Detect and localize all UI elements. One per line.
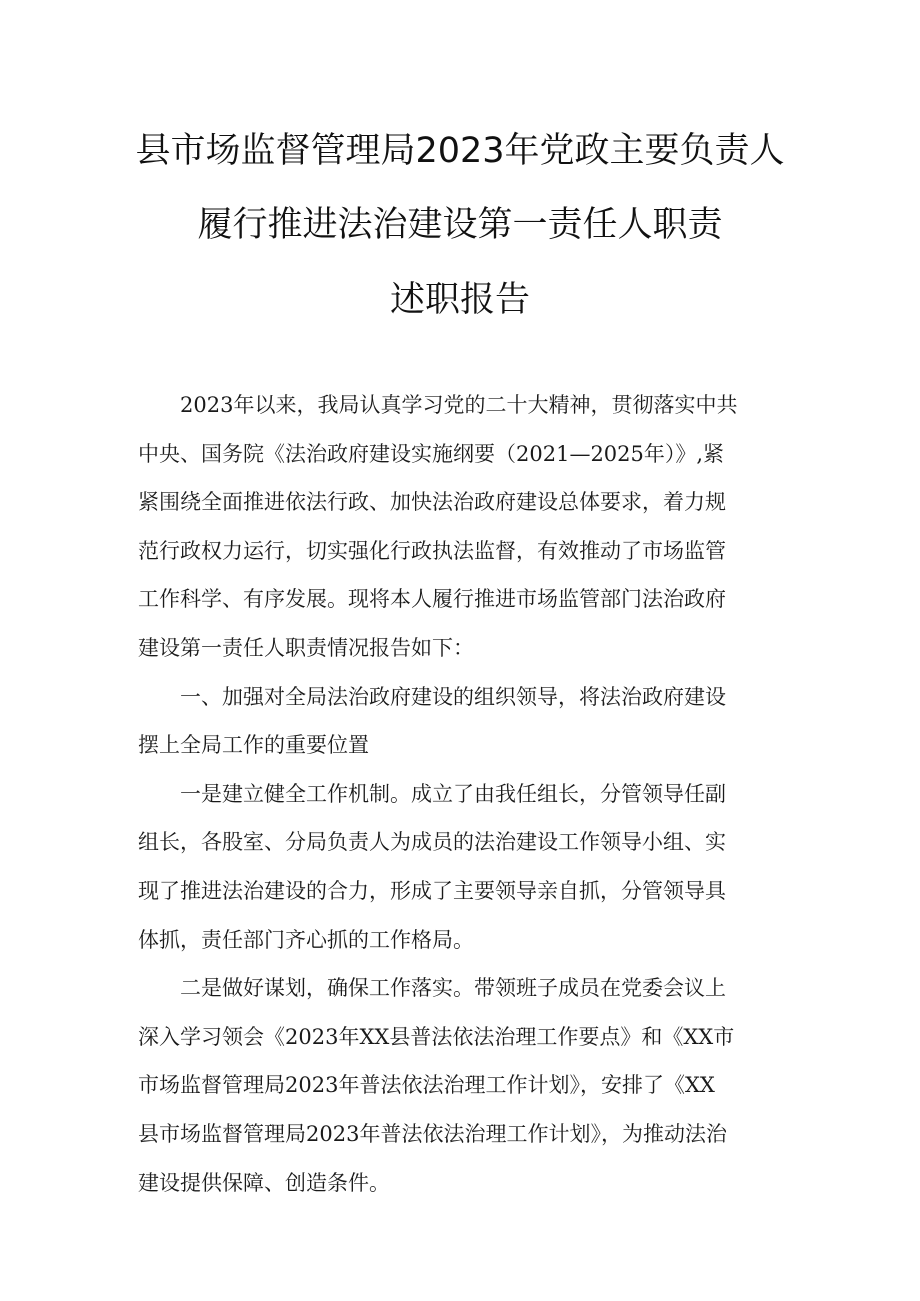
paragraph-line: 二是做好谋划，确保工作落实。带领班子成员在党委会议上 bbox=[180, 976, 726, 1001]
paragraph-line: 建设第一责任人职责情况报告如下： bbox=[138, 635, 474, 660]
document-title-line-1: 县市场监督管理局2023年党政主要负责人 bbox=[135, 131, 785, 171]
document-title-line-2: 履行推进法治建设第一责任人职责 bbox=[197, 205, 723, 245]
document-title-line-3: 述职报告 bbox=[389, 280, 530, 320]
paragraph-line: 县市场监督管理局2023年普法依法治理工作计划》，为推动法治 bbox=[138, 1121, 727, 1146]
paragraph-line: 组长，各股室、分局负责人为成员的法治建设工作领导小组、实 bbox=[138, 830, 726, 855]
paragraph-line: 范行政权力运行，切实强化行政执法监督，有效推动了市场监管 bbox=[138, 538, 726, 563]
section-heading-1 bbox=[138, 673, 790, 770]
document-body bbox=[138, 381, 790, 1207]
paragraph-line: 建设提供保障、创造条件。 bbox=[138, 1170, 390, 1195]
paragraph-line: 现了推进法治建设的合力，形成了主要领导亲自抓，分管领导具 bbox=[138, 878, 726, 903]
paragraph-line: 工作科学、有序发展。现将本人履行推进市场监管部门法治政府 bbox=[138, 587, 726, 612]
paragraph-line: 市场监督管理局2023年普法依法治理工作计划》，安排了《XX bbox=[138, 1073, 715, 1098]
paragraph-line: 摆上全局工作的重要位置 bbox=[138, 733, 369, 758]
paragraph-intro bbox=[138, 381, 790, 673]
paragraph-line: 中央、国务院《法治政府建设实施纲要（2021—2025年）》,紧 bbox=[138, 441, 725, 466]
paragraph-line: 深入学习领会《2023年XX县普法依法治理工作要点》和《XX市 bbox=[138, 1024, 735, 1049]
paragraph-line: 紧围绕全面推进依法行政、加快法治政府建设总体要求，着力规 bbox=[138, 490, 726, 515]
paragraph-line: 2023年以来，我局认真学习党的二十大精神，贯彻落实中共 bbox=[180, 393, 738, 417]
paragraph-line: 体抓，责任部门齐心抓的工作格局。 bbox=[138, 927, 474, 952]
paragraph-line: 一、加强对全局法治政府建设的组织领导，将法治政府建设 bbox=[180, 684, 726, 709]
paragraph-mechanism bbox=[138, 770, 790, 964]
paragraph-line: 一是建立健全工作机制。成立了由我任组长，分管领导任副 bbox=[180, 781, 726, 806]
paragraph-planning bbox=[138, 964, 790, 1207]
